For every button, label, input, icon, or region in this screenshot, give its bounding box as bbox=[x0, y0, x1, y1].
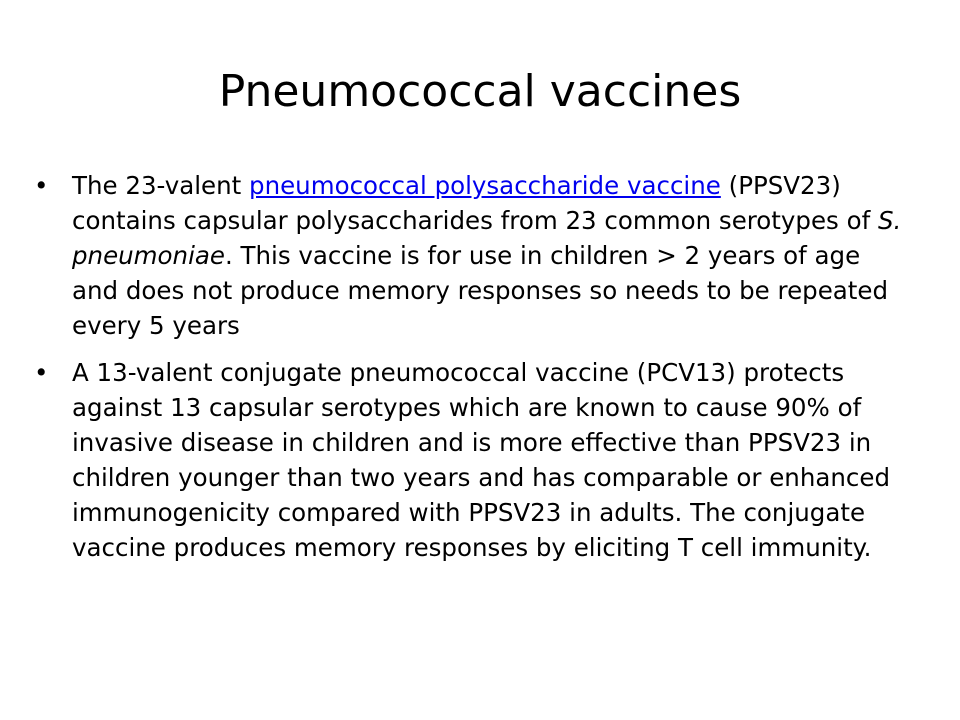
ppsv23-description-text: (PPSV23) contains capsular polysaccharides from 23 common serotypes of bbox=[72, 171, 878, 235]
bullet-list bbox=[34, 168, 902, 577]
bullet-dot-icon: • bbox=[34, 171, 49, 200]
species-name: S. pneumoniae bbox=[72, 206, 902, 270]
bullet-item-pcv13 bbox=[34, 355, 902, 565]
ppsv23-intro-text: The 23-valent bbox=[72, 171, 250, 200]
pcv13-description-text: A 13-valent conjugate pneumococcal vaccine (PCV13) protects against 13 capsular serotypes which are known to cause 90% of invasive disease in children and is more effective than PPSV23 in children younger than two years and has comparable or enhanced immunogenicity compared with PPSV23 in adults. The conjugate vaccine produces memory responses by eliciting T cell immunity. bbox=[72, 358, 890, 562]
ppsv23-usage-text: . This vaccine is for use in children > 2 years of age and does not produce memory responses so needs to be repeated every 5 years bbox=[72, 241, 889, 340]
ppsv23-vaccine-link[interactable]: pneumococcal polysaccharide vaccine bbox=[249, 171, 721, 200]
bullet-dot-icon: • bbox=[34, 358, 49, 387]
slide-title: Pneumococcal vaccines bbox=[218, 66, 742, 117]
bullet-item-ppsv23 bbox=[34, 168, 902, 343]
